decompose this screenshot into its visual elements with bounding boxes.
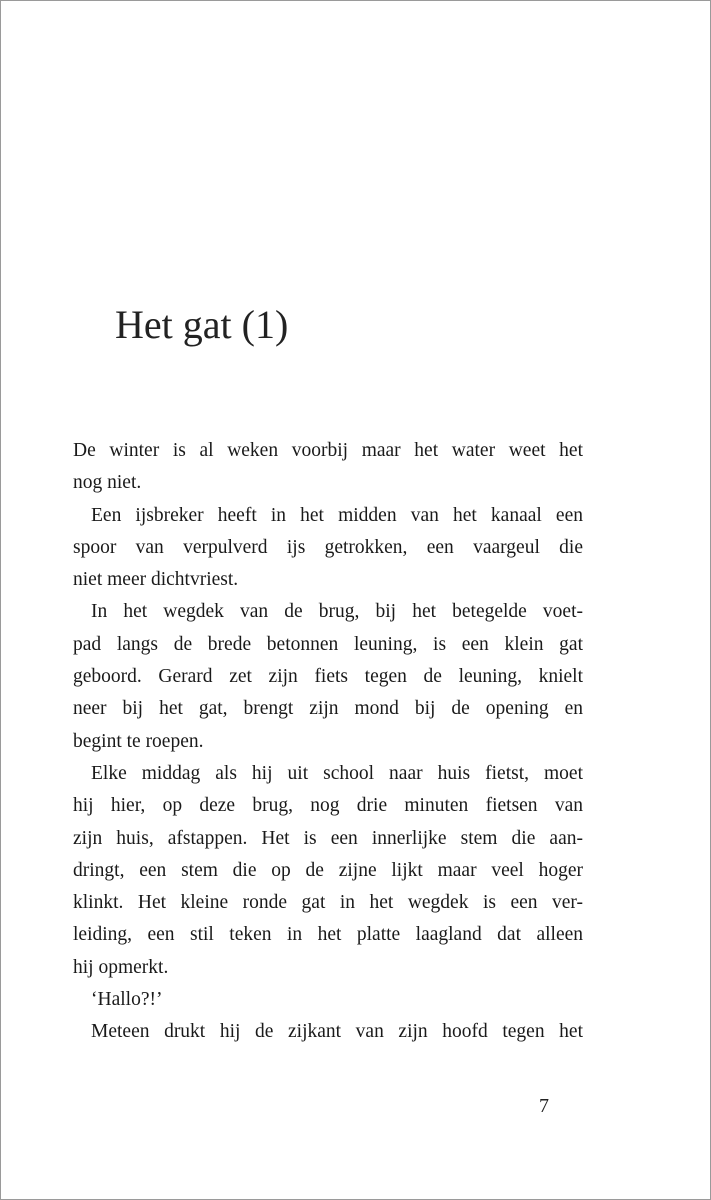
text-line: Elke middag als hij uit school naar huis fietst, moet — [91, 762, 583, 784]
text-line: ‘Hallo?!’ — [91, 989, 163, 1011]
text-line: klinkt. Het kleine ronde gat in het wegdek is een ver- — [73, 892, 583, 914]
text-line: dringt, een stem die op de zijne lijkt maar veel hoger — [73, 859, 583, 881]
text-line: niet meer dichtvriest. — [73, 569, 239, 591]
text-line: spoor van verpulverd ijs getrokken, een vaargeul die — [73, 536, 583, 558]
text-line: zijn huis, afstappen. Het is een innerlijke stem die aan- — [73, 827, 583, 849]
text-line: geboord. Gerard zet zijn fiets tegen de leuning, knielt — [73, 666, 583, 688]
text-line: leiding, een stil teken in het platte laagland dat alleen — [73, 924, 583, 946]
text-line: In het wegdek van de brug, bij het betegelde voet- — [91, 601, 583, 623]
text-line: hij opmerkt. — [73, 956, 169, 978]
page-number: 7 — [539, 1095, 549, 1117]
text-line: Meteen drukt hij de zijkant van zijn hoofd tegen het — [91, 1021, 583, 1043]
text-line: nog niet. — [73, 472, 142, 494]
chapter-title: Het gat (1) — [115, 302, 289, 347]
text-line: hij hier, op deze brug, nog drie minuten fietsen van — [73, 795, 583, 817]
text-line: begint te roepen. — [73, 730, 204, 752]
text-line: neer bij het gat, brengt zijn mond bij de opening en — [73, 698, 583, 720]
body-text — [73, 435, 583, 1049]
text-line: De winter is al weken voorbij maar het water weet het — [73, 440, 583, 461]
text-line: Een ijsbreker heeft in het midden van het kanaal een — [91, 504, 583, 526]
text-line: pad langs de brede betonnen leuning, is een klein gat — [73, 633, 583, 655]
